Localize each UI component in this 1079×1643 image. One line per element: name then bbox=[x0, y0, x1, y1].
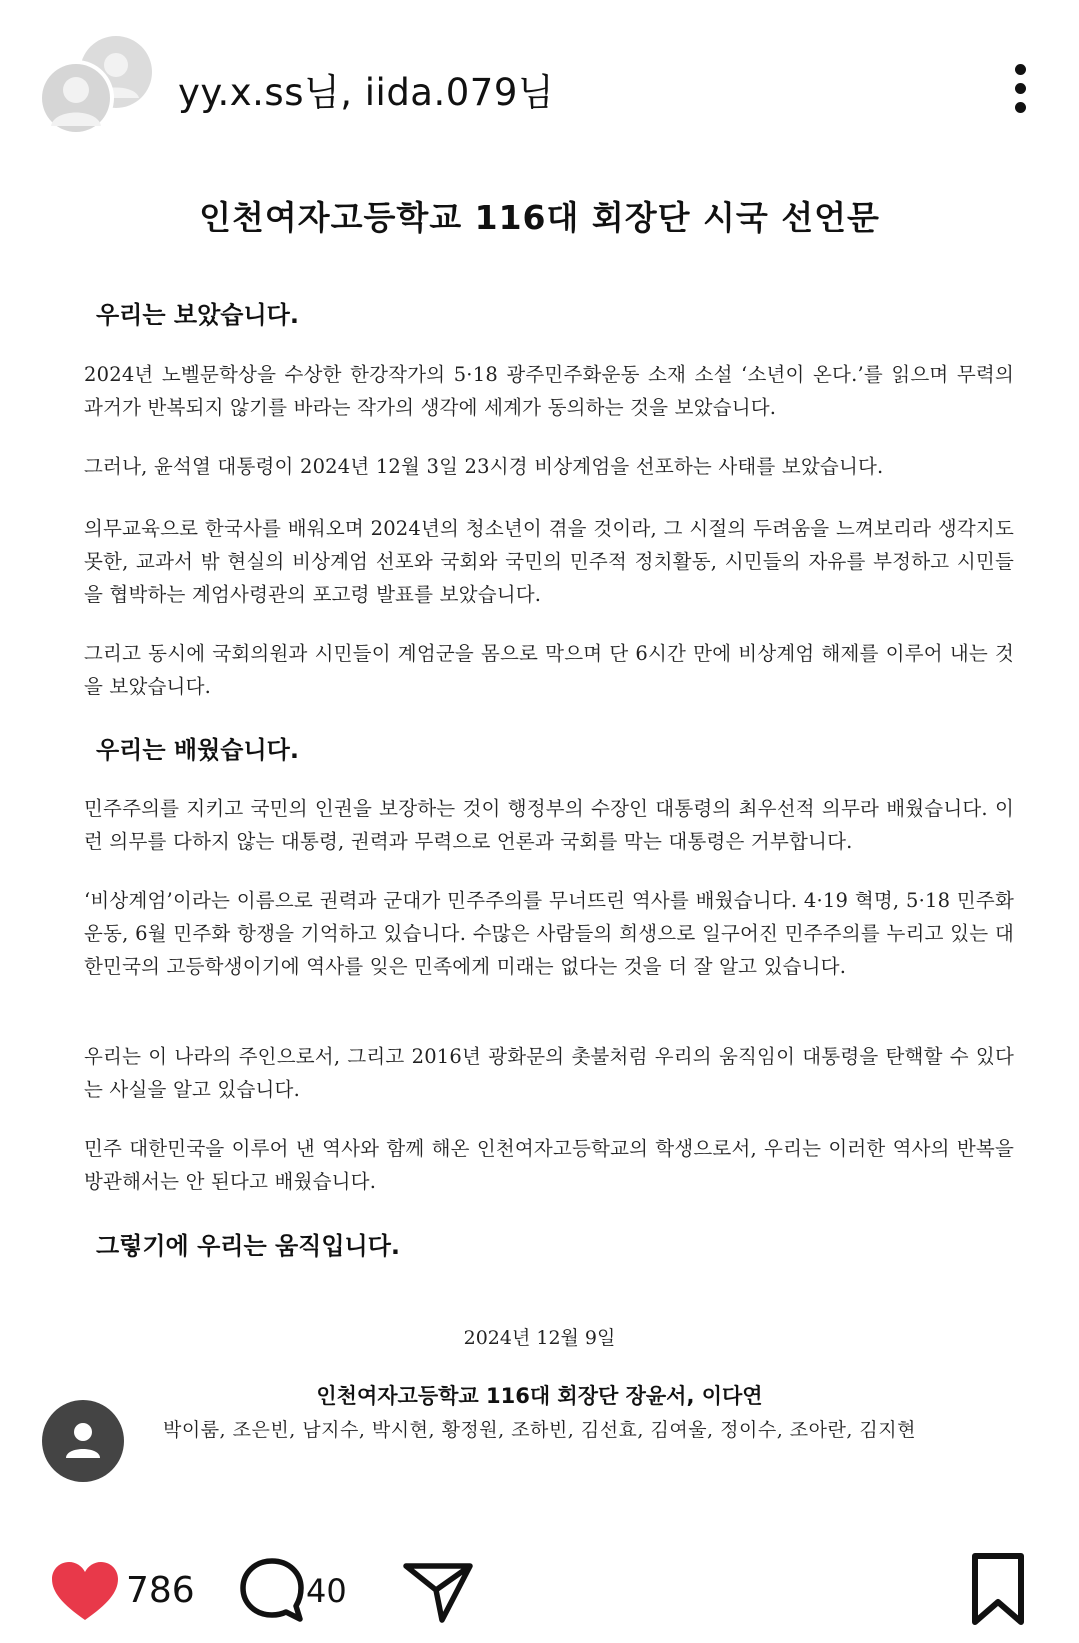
paragraph: 의무교육으로 한국사를 배워오며 2024년의 청소년이 겪을 것이라, 그 시절의 두려움을 느껴보리라 생각지도 못한, 교과서 밖 현실의 비상계엄 선포와 국회와 국민의 민주적 정치활동, 시민들의 자유를 부정하고 시민들을 협박하는 계엄사령관의 포고령 발표를 보았습니다. bbox=[84, 517, 1014, 606]
paragraph: 그리고 동시에 국회의원과 시민들이 계엄군을 몸으로 막으며 단 6시간 만에 비상계엄 해제를 이루어 내는 것을 보았습니다. bbox=[84, 642, 1014, 698]
paragraph: 민주 대한민국을 이루어 낸 역사와 함께 해온 인천여자고등학교의 학생으로서, 우리는 이러한 역사의 반복을 방관해서는 안 된다고 배웠습니다. bbox=[84, 1137, 1014, 1193]
document-signers: 인천여자고등학교 116대 회장단 장윤서, 이다연 bbox=[316, 1384, 763, 1408]
paragraph: ‘비상계엄’이라는 이름으로 권력과 군대가 민주주의를 무너뜨린 역사를 배웠습니다. 4·19 혁명, 5·18 민주화운동, 6월 민주화 항쟁을 기억하고 있습니다. 수많은 사람들의 희생으로 일구어진 민주주의를 누리고 있는 대한민국의 고등학생이기에 역사를 잊은 민족에게 미래는 없다는 것을 더 잘 알고 있습니다. bbox=[84, 889, 1014, 978]
more-options-icon[interactable] bbox=[1000, 58, 1040, 120]
comment-count[interactable]: 40 bbox=[306, 1572, 347, 1610]
comment-button[interactable] bbox=[238, 1556, 306, 1624]
paragraph: 그러나, 윤석열 대통령이 2024년 12월 3일 23시경 비상계엄을 선포하는 사태를 보았습니다. bbox=[84, 455, 884, 478]
tagged-people-button[interactable] bbox=[42, 1400, 124, 1482]
post-header bbox=[0, 0, 1079, 170]
document-title: 인천여자고등학교 116대 회장단 시국 선언문 bbox=[199, 198, 880, 237]
section-heading-saw: 우리는 보았습니다. bbox=[96, 301, 299, 329]
document-date: 2024년 12월 9일 bbox=[463, 1327, 616, 1349]
section-heading-learned: 우리는 배웠습니다. bbox=[96, 736, 299, 764]
post-action-bar bbox=[0, 1540, 1079, 1640]
like-count[interactable]: 786 bbox=[126, 1570, 195, 1611]
paragraph: 2024년 노벨문학상을 수상한 한강작가의 5·18 광주민주화운동 소재 소설 ‘소년이 온다.’를 읽으며 무력의 과거가 반복되지 않기를 바라는 작가의 생각에 세계가 동의하는 것을 보았습니다. bbox=[84, 363, 1014, 419]
document-members: 박이룸, 조은빈, 남지수, 박시현, 황정원, 조하빈, 김선효, 김여울, 정이수, 조아란, 김지현 bbox=[163, 1419, 916, 1441]
heart-icon bbox=[50, 1560, 120, 1622]
like-button[interactable] bbox=[50, 1560, 120, 1622]
save-button[interactable] bbox=[970, 1552, 1026, 1628]
send-icon bbox=[402, 1558, 474, 1626]
person-icon bbox=[63, 1420, 103, 1462]
section-heading-move: 그렇기에 우리는 움직입니다. bbox=[96, 1232, 401, 1260]
paragraph: 민주주의를 지키고 국민의 인권을 보장하는 것이 행정부의 수장인 대통령의 최우선적 의무라 배웠습니다. 이런 의무를 다하지 않는 대통령, 권력과 무력으로 언론과 국회를 막는 대통령은 거부합니다. bbox=[84, 797, 1014, 853]
avatar-stack-icon[interactable] bbox=[38, 32, 153, 142]
comment-icon bbox=[238, 1556, 306, 1624]
post-usernames[interactable]: yy.x.ss님, iida.079님 bbox=[178, 71, 555, 114]
post-image-document bbox=[0, 170, 1079, 1510]
paragraph: 우리는 이 나라의 주인으로서, 그리고 2016년 광화문의 촛불처럼 우리의 움직임이 대통령을 탄핵할 수 있다는 사실을 알고 있습니다. bbox=[84, 1045, 1014, 1101]
bookmark-icon bbox=[970, 1552, 1026, 1628]
share-button[interactable] bbox=[402, 1558, 474, 1626]
